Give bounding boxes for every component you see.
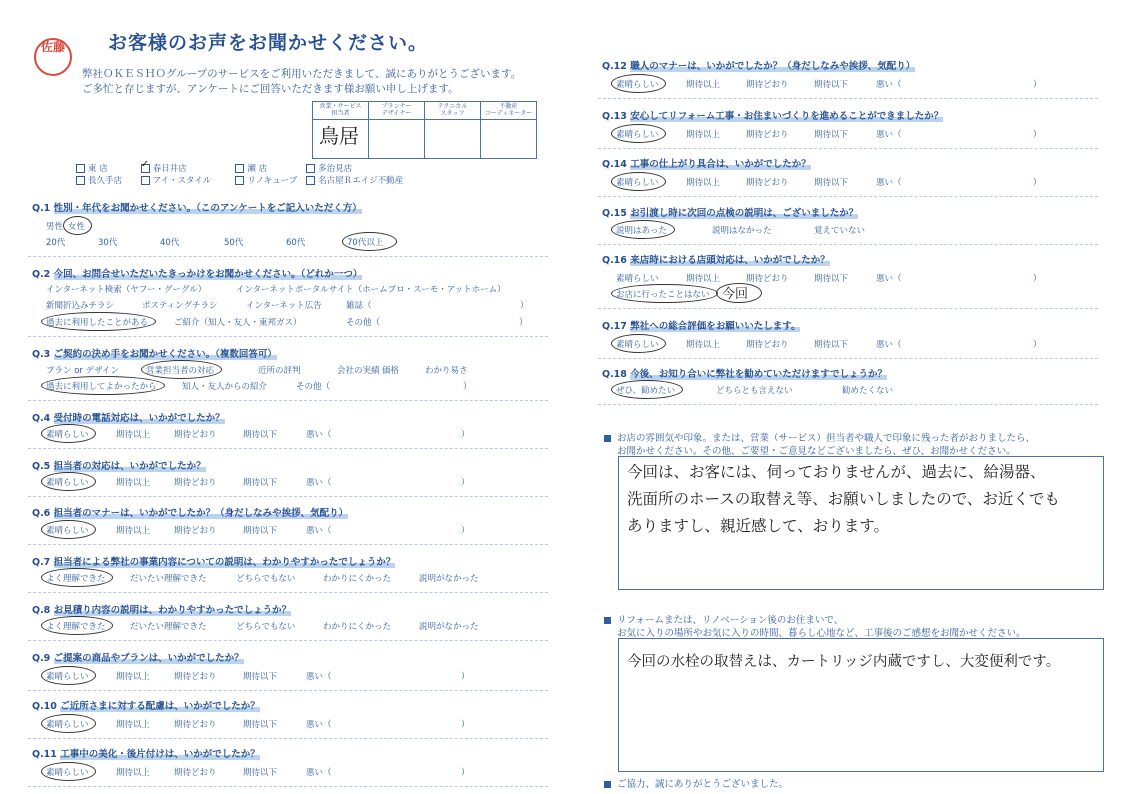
bullet-square-icon	[604, 435, 611, 442]
answer-option[interactable]: 期待以上	[116, 430, 151, 440]
answer-option[interactable]: 期待どおり	[746, 178, 789, 188]
question-divider	[28, 496, 548, 497]
question-text: ご近所さまに対する配慮は、いかがでしたか？	[60, 701, 260, 712]
left-question-q10	[32, 698, 260, 712]
section1-comment-box[interactable]	[618, 456, 1104, 590]
question-text: 弊社への総合評価をお願いいたします。	[630, 321, 801, 332]
question-divider	[28, 690, 548, 691]
question-text: 担当者による弊社の事業内容についての説明は、わかりやすかったでしょうか？	[53, 557, 396, 568]
answer-option[interactable]: よく理解できた	[46, 622, 106, 632]
answer-option[interactable]: 覚えていない	[814, 226, 866, 236]
staff-col-header: プランナー デザイナー	[369, 102, 424, 120]
answer-option[interactable]: 素晴らしい	[46, 768, 89, 778]
answer-option[interactable]: 価格	[382, 366, 400, 376]
question-divider	[28, 592, 548, 593]
answer-option[interactable]: 素晴らしい	[616, 274, 659, 284]
answer-option[interactable]: 悪い（	[306, 672, 332, 682]
staff-handwritten-name[interactable]: 鳥居	[319, 124, 359, 148]
right-question-q17	[602, 318, 800, 332]
left-question-q6	[32, 505, 348, 519]
answer-option[interactable]: 説明がなかった	[419, 574, 479, 584]
store-checkbox[interactable]	[235, 164, 244, 173]
option-bracket-close: ）	[519, 318, 528, 328]
answer-option[interactable]: 説明がなかった	[419, 622, 479, 632]
store-checkbox-row	[76, 159, 353, 174]
answer-option[interactable]: その他（	[296, 382, 331, 392]
left-question-q7	[32, 554, 395, 568]
answer-option[interactable]: 期待以下	[814, 80, 849, 90]
staff-table	[312, 101, 537, 159]
answer-option[interactable]: 雑誌（	[346, 301, 372, 311]
selected-answer-circle	[41, 312, 156, 331]
answer-option[interactable]: 営業担当者の対応	[146, 366, 215, 376]
answer-option[interactable]: ご紹介（知人・友人・東邦ガス）	[174, 318, 302, 328]
answer-option[interactable]: 会社の実績	[337, 366, 380, 376]
answer-option[interactable]: 期待どおり	[174, 720, 217, 730]
bullet-square-icon	[604, 617, 611, 624]
question-divider	[28, 336, 548, 337]
question-divider	[28, 640, 548, 641]
answer-option[interactable]: 悪い（	[306, 478, 332, 488]
answer-option[interactable]: 期待以上	[686, 80, 721, 90]
store-label: 春日井店	[152, 164, 187, 174]
question-text: 工事の仕上がり具合は、いかがでしたか？	[630, 159, 811, 170]
question-number: Q.4	[32, 413, 54, 424]
question-number: Q.2	[32, 269, 54, 280]
question-text: 工事中の美化・後片付けは、いかがでしたか？	[60, 749, 260, 760]
store-label: 名古屋Ｒエイジ不動産	[318, 176, 404, 186]
left-question-q4	[32, 410, 225, 424]
answer-option[interactable]: 女性	[68, 222, 86, 232]
answer-option[interactable]: 男性	[46, 222, 64, 232]
answer-option[interactable]: プラン or デザイン	[46, 366, 120, 376]
answer-option[interactable]: 素晴らしい	[46, 430, 89, 440]
section2-prompt-line2: お気に入りの場所やお気に入りの時間、暮らし心地など、工事後のご感想をお聞かせください。	[617, 628, 1026, 639]
answer-option[interactable]: 期待どおり	[746, 130, 789, 140]
answer-option[interactable]: 期待以下	[243, 672, 278, 682]
selected-answer-circle	[41, 520, 96, 539]
question-number: Q.13	[602, 111, 631, 122]
store-label: アイ・スタイル	[152, 176, 212, 186]
question-text: お見積り内容の説明は、わかりやすかったでしょうか？	[53, 605, 292, 616]
section1-comment-line: ありますし、親近感して、おります。	[627, 517, 889, 535]
answer-option[interactable]: 素晴らしい	[46, 672, 89, 682]
answer-option[interactable]: 期待以上	[116, 672, 151, 682]
selected-answer-circle	[611, 124, 666, 143]
footer-thanks: ご協力、誠にありがとうございました。	[604, 776, 788, 790]
question-divider	[28, 544, 548, 545]
store-checkbox[interactable]	[306, 164, 315, 173]
question-number: Q.10	[32, 701, 61, 712]
answer-option[interactable]: 知人・友人からの紹介	[182, 382, 268, 392]
answer-option[interactable]: どちらでもない	[236, 574, 296, 584]
answer-option[interactable]: どちらでもない	[236, 622, 296, 632]
answer-option[interactable]: 期待どおり	[174, 526, 217, 536]
left-question-q2	[32, 266, 362, 280]
store-checkbox[interactable]	[76, 176, 85, 185]
left-question-q3	[32, 346, 277, 360]
answer-option[interactable]: その他（	[346, 318, 381, 328]
answer-option[interactable]: 過去に利用したことがある	[46, 318, 149, 328]
question-text: 担当者のマナーは、いかがでしたか？（身だしなみや挨拶、気配り）	[53, 508, 349, 519]
answer-option[interactable]: 悪い（	[876, 130, 902, 140]
question-number: Q.11	[32, 749, 61, 760]
store-checkbox-checked[interactable]: ✓	[141, 164, 150, 173]
question-text: 担当者の対応は、いかがでしたか？	[53, 461, 206, 472]
store-checkbox[interactable]	[306, 176, 315, 185]
answer-option[interactable]: 期待以下	[243, 526, 278, 536]
answer-option[interactable]: 20代	[46, 238, 66, 248]
option-bracket-close: ）	[1033, 340, 1042, 350]
store-checkbox[interactable]	[235, 176, 244, 185]
store-checkbox-row	[76, 174, 403, 186]
question-text: 性別・年代をお聞かせください。（このアンケートをご記入いただく方）	[53, 203, 362, 214]
left-question-q5	[32, 458, 206, 472]
question-text: 今回、お問合せいただいたきっかけをお聞かせください。（どれか一つ）	[53, 269, 363, 280]
selected-answer-circle	[41, 616, 113, 635]
answer-option[interactable]: 60代	[286, 238, 306, 248]
answer-option[interactable]: 期待以上	[686, 178, 721, 188]
answer-option[interactable]: だいたい理解できた	[130, 622, 207, 632]
answer-option[interactable]: 期待どおり	[174, 478, 217, 488]
question-number: Q.7	[32, 557, 54, 568]
question-number: Q.9	[32, 653, 54, 664]
answer-option[interactable]: 期待以上	[116, 478, 151, 488]
answer-option[interactable]: 悪い（	[876, 340, 902, 350]
staff-col-header: テクニカル スタッフ	[425, 102, 480, 120]
selected-answer-circle	[41, 424, 96, 443]
selected-answer-circle	[611, 334, 666, 353]
question-number: Q.3	[32, 349, 54, 360]
right-question-q12	[602, 58, 915, 72]
section1-comment-line: 今回は、お客には、伺っておりませんが、過去に、給湯器、	[627, 463, 1046, 481]
answer-option[interactable]: 期待どおり	[174, 672, 217, 682]
answer-option[interactable]: 期待以上	[686, 274, 721, 284]
answer-option[interactable]: わかり易さ	[425, 366, 468, 376]
question-number: Q.8	[32, 605, 54, 616]
answer-option[interactable]: 素晴らしい	[616, 130, 659, 140]
answer-option[interactable]: 素晴らしい	[46, 526, 89, 536]
answer-option[interactable]: 悪い（	[306, 768, 332, 778]
question-number: Q.12	[602, 61, 631, 72]
selected-answer-circle	[611, 380, 683, 399]
answer-option[interactable]: インターネット広告	[246, 301, 322, 311]
question-divider	[28, 400, 548, 401]
answer-option[interactable]: 素晴らしい	[616, 340, 659, 350]
answer-option[interactable]: 期待どおり	[174, 430, 217, 440]
selected-answer-circle	[41, 376, 165, 395]
staff-col-planner	[369, 102, 425, 158]
answer-option[interactable]: どちらとも言えない	[716, 386, 793, 396]
option-bracket-close: ）	[1033, 274, 1042, 284]
answer-option[interactable]: だいたい理解できた	[130, 574, 207, 584]
answer-option[interactable]: お店に行ったことはない	[616, 290, 710, 300]
option-bracket-close: ）	[463, 382, 472, 392]
question-number: Q.1	[32, 203, 54, 214]
answer-option[interactable]: 期待以上	[116, 720, 151, 730]
selected-answer-circle	[41, 666, 96, 685]
option-bracket-close: ）	[461, 672, 470, 682]
question-text: ご提案の商品やプランは、いかがでしたか？	[53, 653, 244, 664]
option-bracket-close: ）	[1033, 80, 1042, 90]
question-number: Q.17	[602, 321, 631, 332]
answer-option[interactable]: 過去に利用してよかったから	[46, 382, 157, 392]
answer-option[interactable]: 素晴らしい	[46, 720, 89, 730]
selected-answer-circle	[63, 216, 92, 235]
answer-option[interactable]: 期待以上	[116, 768, 151, 778]
question-text: 今後、お知り合いに弊社を勧めていただけますでしょうか？	[630, 369, 888, 380]
section1-prompt-line2: お聞かせください。その他、ご要望・ご意見などございましたら、ぜひ、お聞かせください。	[617, 446, 1016, 457]
option-bracket-close: ）	[461, 478, 470, 488]
answer-option[interactable]: 悪い（	[876, 80, 902, 90]
answer-option[interactable]: 期待以下	[814, 130, 849, 140]
store-label: 長久手店	[88, 176, 123, 186]
answer-option[interactable]: 50代	[224, 238, 244, 248]
question-divider	[28, 448, 548, 449]
bullet-square-icon	[604, 781, 611, 788]
left-question-q1	[32, 200, 362, 214]
q16-note-circle	[716, 283, 762, 303]
option-bracket-close: ）	[520, 301, 529, 311]
staff-col-header: 不動産 コーディネーター	[481, 102, 536, 120]
option-bracket-close: ）	[461, 720, 470, 730]
answer-option[interactable]: 30代	[98, 238, 118, 248]
answer-option[interactable]: 説明はなかった	[712, 226, 772, 236]
answer-option[interactable]: 勧めたくない	[842, 386, 894, 396]
question-number: Q.14	[602, 159, 631, 170]
answer-option[interactable]: 期待以下	[814, 178, 849, 188]
answer-option[interactable]: わかりにくかった	[323, 574, 392, 584]
question-divider	[598, 148, 1098, 149]
question-number: Q.18	[602, 369, 631, 380]
question-divider	[28, 786, 548, 787]
q16-handwritten-note[interactable]: 今回	[722, 287, 749, 302]
answer-option[interactable]: 素晴らしい	[616, 80, 659, 90]
left-question-q8	[32, 602, 291, 616]
option-bracket-close: ）	[461, 430, 470, 440]
answer-option[interactable]: わかりにくかった	[323, 622, 392, 632]
question-divider	[598, 244, 1098, 245]
selected-answer-circle	[342, 232, 397, 251]
answer-option[interactable]: 期待以下	[243, 478, 278, 488]
option-bracket-close: ）	[1033, 130, 1042, 140]
answer-option[interactable]: 期待どおり	[746, 274, 789, 284]
question-number: Q.15	[602, 208, 631, 219]
answer-option[interactable]: 悪い（	[876, 178, 902, 188]
answer-option[interactable]: 70代以上	[347, 238, 384, 248]
staff-col-technical	[425, 102, 481, 158]
answer-option[interactable]: 悪い（	[876, 274, 902, 284]
staff-col-header: 営業・サービス 担当者	[313, 102, 368, 120]
question-text: 職人のマナーは、いかがでしたか？（身だしなみや挨拶、気配り）	[630, 61, 916, 72]
selected-answer-circle	[611, 220, 675, 239]
question-number: Q.16	[602, 255, 631, 266]
selected-answer-circle	[611, 284, 718, 303]
answer-option[interactable]: 悪い（	[306, 430, 332, 440]
question-divider	[598, 196, 1098, 197]
left-question-q9	[32, 650, 244, 664]
section2-prompt-line1: リフォームまたは、リノベーション後のお住まいで、	[604, 612, 843, 626]
answer-option[interactable]: 期待どおり	[174, 768, 217, 778]
staff-col-sales	[313, 102, 369, 158]
right-question-q14	[602, 156, 811, 170]
question-text: 安心してリフォーム工事・お住まいづくりを進めることができましたか？	[630, 111, 944, 122]
answer-option[interactable]: インターネットポータルサイト（ホームプロ・スーモ・アットホーム）	[236, 285, 506, 295]
answer-option[interactable]: 期待以下	[243, 430, 278, 440]
question-number: Q.6	[32, 508, 54, 519]
selected-answer-circle	[41, 714, 96, 733]
selected-answer-circle	[611, 74, 666, 93]
intro-line-1: 弊社ＯＫＥＳＨＯグループのサービスをご利用いただきまして、誠にありがとうございます。	[82, 68, 522, 80]
staff-col-realestate	[481, 102, 536, 158]
name-seal-stamp: 佐藤	[34, 38, 72, 76]
answer-option[interactable]: 近所の評判	[258, 366, 301, 376]
selected-answer-circle	[41, 472, 96, 491]
answer-option[interactable]: 説明はあった	[616, 226, 667, 236]
option-bracket-close: ）	[1033, 178, 1042, 188]
answer-option[interactable]: 期待以上	[116, 526, 151, 536]
section2-comment-box[interactable]	[618, 638, 1104, 772]
selected-answer-circle	[141, 360, 222, 379]
question-divider	[598, 358, 1098, 359]
answer-option[interactable]: ぜひ、勧めたい	[616, 386, 676, 396]
answer-option[interactable]: 期待以下	[814, 274, 849, 284]
left-question-q11	[32, 746, 260, 760]
question-text: ご契約の決め手をお聞かせください。（複数回答可）	[53, 349, 277, 360]
selected-answer-circle	[41, 762, 96, 781]
store-label: 多治見店	[318, 164, 353, 174]
question-divider	[28, 256, 548, 257]
selected-answer-circle	[611, 172, 666, 191]
question-number: Q.5	[32, 461, 54, 472]
store-label: 瀬 店	[247, 164, 268, 174]
answer-option[interactable]: 期待以下	[243, 768, 278, 778]
page-title: お客様のお声をお聞かせください。	[108, 32, 429, 54]
store-checkbox[interactable]	[141, 176, 150, 185]
right-question-q18	[602, 366, 887, 380]
answer-option[interactable]: 期待以上	[686, 340, 721, 350]
question-text: 受付時の電話対応は、いかがでしたか？	[53, 413, 225, 424]
store-label: 東 店	[88, 164, 108, 174]
answer-option[interactable]: 悪い（	[306, 526, 332, 536]
section1-comment-line: 洗面所のホースの取替え等、お願いしましたので、お近くでも	[627, 490, 1060, 508]
answer-option[interactable]: 期待以下	[243, 720, 278, 730]
answer-option[interactable]: 期待どおり	[746, 80, 789, 90]
answer-option[interactable]: 素晴らしい	[46, 478, 89, 488]
question-divider	[598, 404, 1098, 405]
question-text: お引渡し時に次回の点検の説明は、ございましたか？	[630, 208, 859, 219]
answer-option[interactable]: 期待以上	[686, 130, 721, 140]
answer-option[interactable]: 期待どおり	[746, 340, 789, 350]
option-bracket-close: ）	[461, 526, 470, 536]
answer-option[interactable]: ポスティングチラシ	[142, 301, 218, 311]
question-divider	[598, 98, 1098, 99]
option-bracket-close: ）	[461, 768, 470, 778]
right-question-q16	[602, 252, 830, 266]
answer-option[interactable]: 悪い（	[306, 720, 332, 730]
right-question-q15	[602, 205, 858, 219]
answer-option[interactable]: 新聞折込みチラシ	[46, 301, 115, 311]
question-divider	[598, 308, 1098, 309]
question-divider	[28, 738, 548, 739]
store-label: リノキューブ	[247, 176, 298, 186]
answer-option[interactable]: よく理解できた	[46, 574, 106, 584]
answer-option[interactable]: 40代	[160, 238, 180, 248]
intro-line-2: ご多忙と存じますが、アンケートにご回答いただきます様お願い申し上げます。	[82, 83, 459, 95]
selected-answer-circle	[41, 568, 113, 587]
store-checkbox[interactable]	[76, 164, 85, 173]
section2-comment-line: 今回の水栓の取替えは、カートリッジ内蔵ですし、大変便利です。	[627, 654, 1061, 670]
answer-option[interactable]: 期待以下	[814, 340, 849, 350]
question-text: 来店時における店頭対応は、いかがでしたか？	[630, 255, 830, 266]
right-question-q13	[602, 108, 943, 122]
section1-prompt-line1: お店の雰囲気や印象。または、営業（サービス）担当者や職人で印象に残った者がおりましたら、	[604, 430, 1035, 444]
answer-option[interactable]: インターネット検索（ヤフー・グーグル）	[46, 285, 207, 295]
answer-option[interactable]: 素晴らしい	[616, 178, 659, 188]
